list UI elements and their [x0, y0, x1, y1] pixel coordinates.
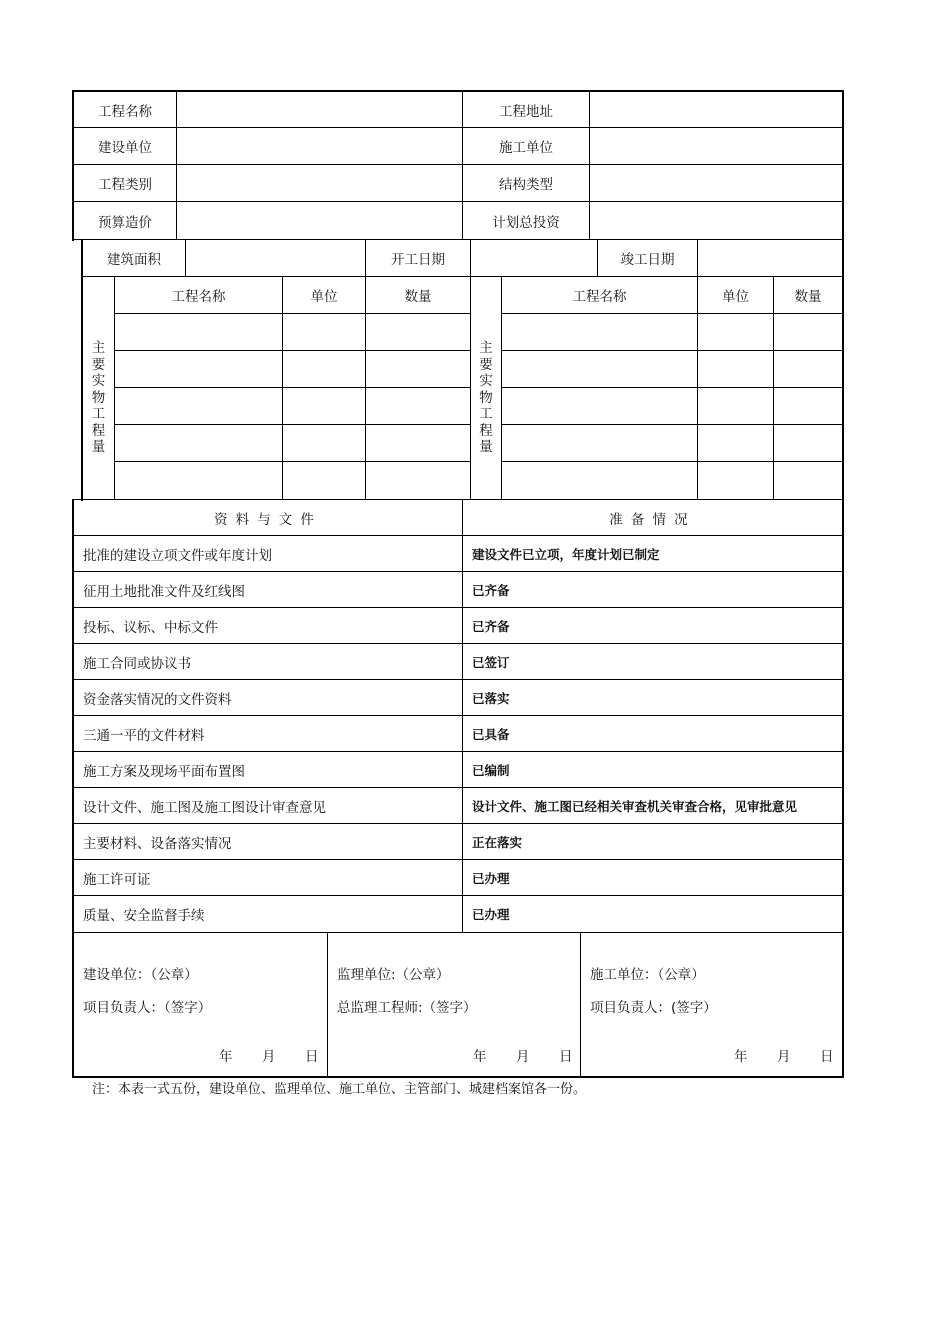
- qty-cell[interactable]: [114, 350, 283, 388]
- col-header-unit-right: 单位: [697, 276, 774, 314]
- docs-header-materials: 资料与文件: [73, 499, 463, 536]
- owner-signer-label: 项目负责人：（签字）: [83, 1000, 212, 1016]
- doc-item: 施工许可证: [73, 859, 463, 896]
- side-char: 量: [91, 439, 106, 456]
- doc-item: 征用土地批准文件及红线图: [73, 571, 463, 608]
- doc-status[interactable]: 已齐备: [462, 607, 843, 644]
- col-header-name-left: 工程名称: [114, 276, 283, 314]
- qty-cell[interactable]: [114, 387, 283, 425]
- side-char: 主: [91, 340, 106, 357]
- signature-block-supervisor[interactable]: [327, 932, 581, 1077]
- qty-cell[interactable]: [697, 461, 774, 500]
- qty-cell[interactable]: [365, 387, 471, 425]
- field-total-investment[interactable]: [589, 201, 843, 240]
- side-char: 实: [91, 373, 106, 390]
- doc-status[interactable]: 正在落实: [462, 823, 843, 860]
- doc-status[interactable]: 已办理: [462, 859, 843, 896]
- qty-cell[interactable]: [697, 313, 774, 351]
- qty-cell[interactable]: [365, 350, 471, 388]
- date-year: 年: [734, 1049, 748, 1065]
- doc-status[interactable]: 已编制: [462, 751, 843, 788]
- frame-left-middle: [81, 239, 83, 501]
- side-char: 要: [479, 356, 493, 373]
- qty-cell[interactable]: [773, 461, 843, 500]
- field-building-area[interactable]: [185, 239, 366, 277]
- signature-block-owner[interactable]: [73, 932, 328, 1077]
- qty-cell[interactable]: [365, 461, 471, 500]
- owner-seal-label: 建设单位：（公章）: [83, 967, 198, 983]
- qty-cell[interactable]: [773, 350, 843, 388]
- frame-right: [842, 90, 844, 1078]
- label-total-investment: 计划总投资: [462, 201, 590, 240]
- qty-cell[interactable]: [501, 461, 698, 500]
- label-construction-unit: 建设单位: [73, 127, 177, 165]
- doc-status[interactable]: 已具备: [462, 715, 843, 752]
- doc-item: 主要材料、设备落实情况: [73, 823, 463, 860]
- qty-cell[interactable]: [697, 350, 774, 388]
- col-header-name-right: 工程名称: [501, 276, 698, 314]
- label-budget: 预算造价: [73, 201, 177, 240]
- side-char: 工: [91, 406, 106, 423]
- doc-status[interactable]: 设计文件、施工图已经相关审查机关审查合格，见审批意见: [462, 787, 843, 824]
- contractor-seal-label: 施工单位：（公章）: [590, 967, 705, 983]
- label-project-category: 工程类别: [73, 164, 177, 202]
- doc-item: 三通一平的文件材料: [73, 715, 463, 752]
- qty-cell[interactable]: [697, 387, 774, 425]
- date-day: 日: [559, 1049, 573, 1065]
- date-day: 日: [820, 1049, 834, 1065]
- qty-cell[interactable]: [282, 350, 366, 388]
- label-completion-date: 竣工日期: [597, 239, 698, 277]
- date-month: 月: [516, 1049, 530, 1065]
- doc-status[interactable]: 已落实: [462, 679, 843, 716]
- side-char: 工: [479, 406, 493, 423]
- qty-cell[interactable]: [773, 424, 843, 462]
- qty-cell[interactable]: [114, 313, 283, 351]
- side-char: 物: [91, 389, 106, 406]
- doc-status[interactable]: 已齐备: [462, 571, 843, 608]
- label-project-name: 工程名称: [73, 91, 177, 128]
- contractor-signer-label: 项目负责人：(签字）: [590, 1000, 717, 1016]
- field-project-address[interactable]: [589, 91, 843, 128]
- qty-cell[interactable]: [282, 387, 366, 425]
- qty-cell[interactable]: [114, 424, 283, 462]
- side-char: 物: [479, 389, 493, 406]
- qty-cell[interactable]: [501, 350, 698, 388]
- side-char: 要: [91, 356, 106, 373]
- frame-left-upper: [72, 90, 74, 241]
- doc-item: 资金落实情况的文件资料: [73, 679, 463, 716]
- date-month: 月: [777, 1049, 791, 1065]
- doc-item: 批准的建设立项文件或年度计划: [73, 535, 463, 572]
- qty-cell[interactable]: [773, 313, 843, 351]
- qty-cell[interactable]: [365, 424, 471, 462]
- label-structure-type: 结构类型: [462, 164, 590, 202]
- side-char: 实: [479, 373, 493, 390]
- field-budget[interactable]: [176, 201, 463, 240]
- frame-top: [72, 90, 844, 92]
- qty-cell[interactable]: [697, 424, 774, 462]
- qty-cell[interactable]: [282, 313, 366, 351]
- signature-block-contractor[interactable]: [580, 932, 843, 1077]
- label-contractor: 施工单位: [462, 127, 590, 165]
- field-completion-date[interactable]: [697, 239, 843, 277]
- doc-status[interactable]: 已办理: [462, 895, 843, 933]
- doc-item: 设计文件、施工图及施工图设计审查意见: [73, 787, 463, 824]
- doc-status[interactable]: 建设文件已立项，年度计划已制定: [462, 535, 843, 572]
- side-char: 程: [479, 422, 493, 439]
- supervisor-seal-label: 监理单位:（公章）: [337, 967, 450, 983]
- date-year: 年: [219, 1049, 233, 1065]
- field-project-category[interactable]: [176, 164, 463, 202]
- docs-header-readiness: 准备情况: [462, 499, 843, 536]
- qty-cell[interactable]: [365, 313, 471, 351]
- field-structure-type[interactable]: [589, 164, 843, 202]
- field-start-date[interactable]: [470, 239, 598, 277]
- frame-left-lower: [72, 499, 74, 1078]
- quantities-side-label-right: [470, 276, 502, 500]
- quantities-side-label-left: [82, 276, 115, 500]
- qty-cell[interactable]: [501, 313, 698, 351]
- date-month: 月: [262, 1049, 276, 1065]
- col-header-unit-left: 单位: [282, 276, 366, 314]
- label-project-address: 工程地址: [462, 91, 590, 128]
- doc-item: 施工合同或协议书: [73, 643, 463, 680]
- qty-cell[interactable]: [282, 461, 366, 500]
- label-start-date: 开工日期: [365, 239, 471, 277]
- side-char: 主: [479, 340, 493, 357]
- col-header-qty-right: 数量: [773, 276, 843, 314]
- field-project-name[interactable]: [176, 91, 463, 128]
- qty-cell[interactable]: [501, 424, 698, 462]
- field-construction-unit[interactable]: [176, 127, 463, 165]
- doc-status[interactable]: 已签订: [462, 643, 843, 680]
- doc-item: 质量、安全监督手续: [73, 895, 463, 933]
- side-char: 程: [91, 422, 106, 439]
- side-char: 量: [479, 439, 493, 456]
- qty-cell[interactable]: [501, 387, 698, 425]
- doc-item: 投标、议标、中标文件: [73, 607, 463, 644]
- footer-note: 注：本表一式五份，建设单位、监理单位、施工单位、主管部门、城建档案馆各一份。: [92, 1082, 587, 1097]
- date-day: 日: [305, 1049, 319, 1065]
- supervisor-signer-label: 总监理工程师:（签字）: [337, 1000, 477, 1016]
- date-year: 年: [473, 1049, 487, 1065]
- label-building-area: 建筑面积: [82, 239, 186, 277]
- doc-item: 施工方案及现场平面布置图: [73, 751, 463, 788]
- qty-cell[interactable]: [282, 424, 366, 462]
- qty-cell[interactable]: [773, 387, 843, 425]
- field-contractor[interactable]: [589, 127, 843, 165]
- col-header-qty-left: 数量: [365, 276, 471, 314]
- qty-cell[interactable]: [114, 461, 283, 500]
